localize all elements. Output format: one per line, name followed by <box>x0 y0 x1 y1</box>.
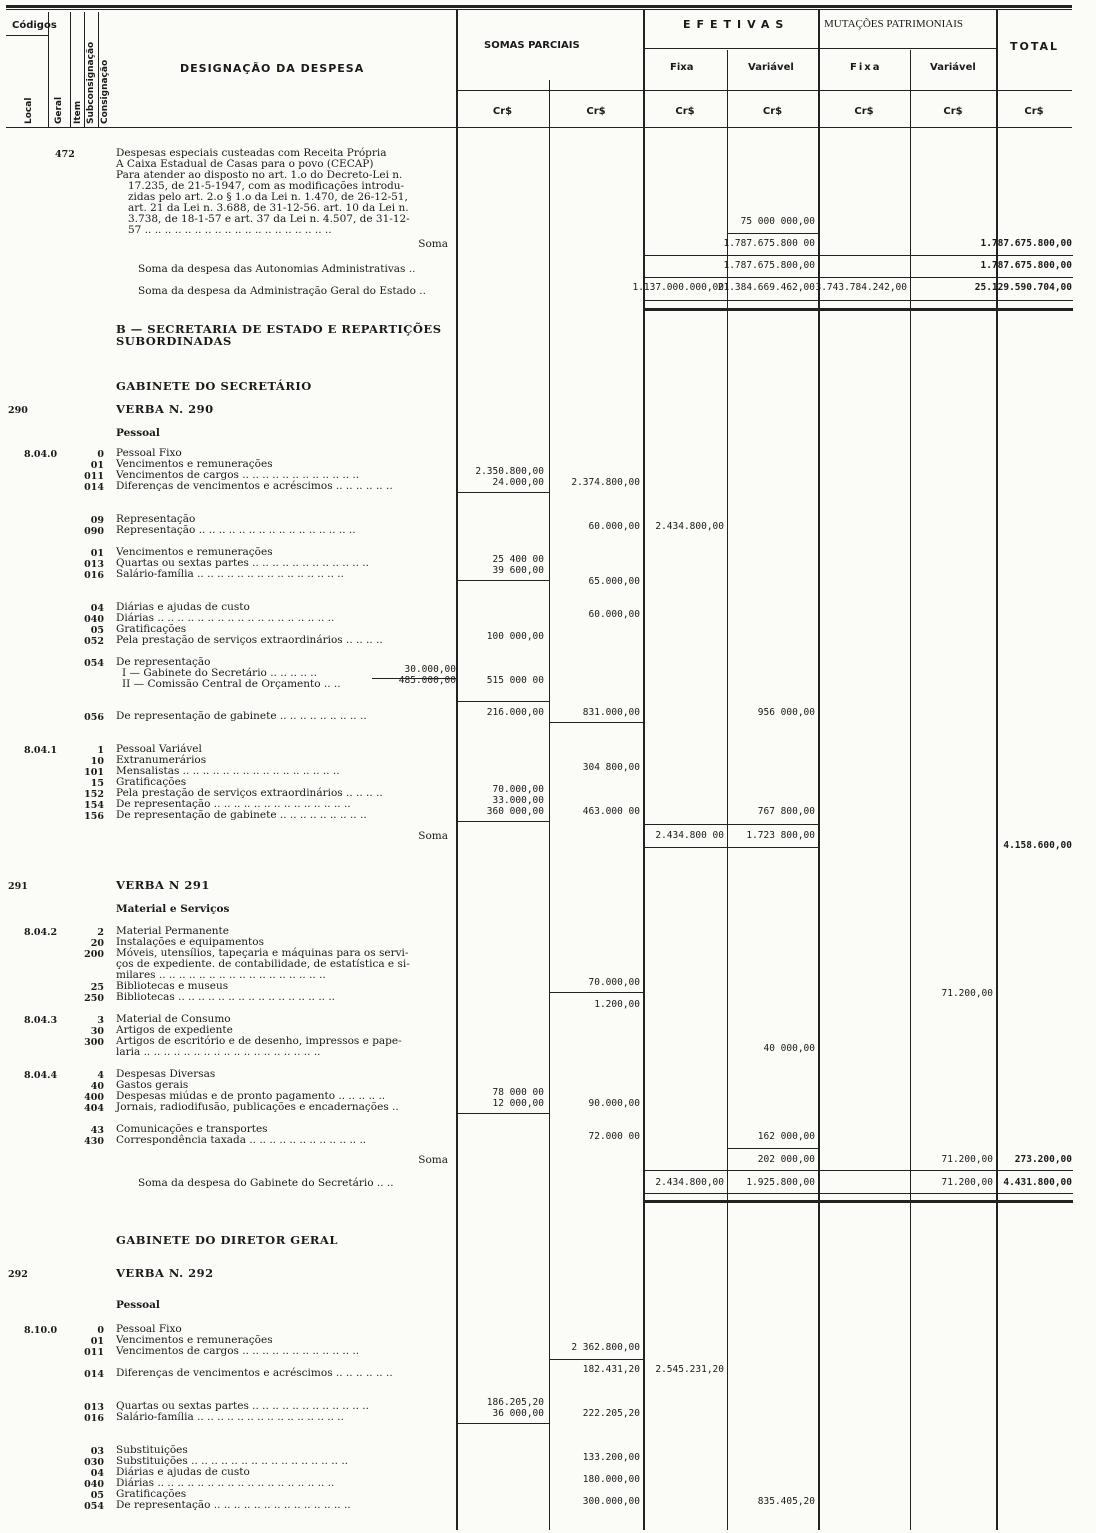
line-subcode: 30 <box>90 1026 104 1037</box>
line-text: Gratificações <box>116 776 187 788</box>
amount-value: 485.000,00 <box>398 675 456 686</box>
amount-value: 1.787.675.800,00 <box>980 260 1072 271</box>
line-subcode: 013 <box>84 559 104 570</box>
top-rule-2 <box>6 9 1072 10</box>
line-text: Vencimentos de cargos .. .. .. .. .. .. .. .. .. .. .. .. <box>116 469 360 481</box>
line-text: Vencimentos e remunerações <box>116 1334 273 1346</box>
line-text: Diárias e ajudas de custo <box>116 601 250 613</box>
amount-value: 36 000,00 <box>492 1408 544 1419</box>
amount-value: 25 400 00 <box>492 554 544 565</box>
amount-value: 182.431,20 <box>582 1364 640 1375</box>
subtotal-rule <box>643 300 1073 301</box>
line-code: 472 <box>55 149 75 160</box>
top-rule <box>6 5 1072 8</box>
line-subcode: 300 <box>84 1037 104 1048</box>
col-divider-mutacoes <box>818 10 820 1530</box>
line-text: Gratificações <box>116 623 187 635</box>
amount-value: 515 000 00 <box>486 675 544 686</box>
line-text: Diárias .. .. .. .. .. .. .. .. .. .. .. .. .. .. .. .. .. .. <box>116 1477 335 1489</box>
currency-label: Cr$ <box>943 106 963 117</box>
line-subcode: 4 <box>97 1070 104 1081</box>
line-subcode: 404 <box>84 1103 104 1114</box>
amount-value: 1.787.675.800,00 <box>980 238 1072 249</box>
amount-value: 273.200,00 <box>1014 1154 1072 1165</box>
line-text: Substituições .. .. .. .. .. .. .. .. .. .. .. .. .. .. .. .. <box>116 1455 348 1467</box>
amount-value: 12 000,00 <box>492 1098 544 1109</box>
line-subcode: 054 <box>84 1501 104 1512</box>
header-bottom-rule <box>6 127 1072 128</box>
amount-value: 3.743.784.242,00 <box>815 282 907 293</box>
col-divider-somas <box>456 10 458 1530</box>
line-subcode: 10 <box>90 756 104 767</box>
subtotal-rule <box>643 277 1073 278</box>
amount-value: 300.000,00 <box>582 1496 640 1507</box>
line-subcode: 016 <box>84 570 104 581</box>
line-text: De representação .. .. .. .. .. .. .. .. .. .. .. .. .. .. <box>116 1499 351 1511</box>
amount-value: 2.434.800,00 <box>655 521 724 532</box>
amount-value: 835.405,20 <box>757 1496 815 1507</box>
line-text: 17.235, de 21-5-1947, com as modificações introdu- <box>128 180 405 192</box>
line-subcode: 014 <box>84 1369 104 1380</box>
line-text: II — Comissão Central de Orçamento .. .. <box>122 678 341 690</box>
amount-value: 956 000,00 <box>757 707 815 718</box>
line-subcode: 05 <box>90 625 104 636</box>
line-text: Diárias e ajudas de custo <box>116 1466 250 1478</box>
line-text: Artigos de escritório e de desenho, impressos e pape- <box>116 1035 402 1047</box>
line-subcode: 011 <box>84 1347 104 1358</box>
col-divider-sp <box>549 80 550 1530</box>
line-subcode: 011 <box>84 471 104 482</box>
line-subcode: 01 <box>90 1336 104 1347</box>
line-text: Jornais, radiodifusão, publicações e encadernações .. <box>116 1101 399 1113</box>
section-heading: GABINETE DO SECRETÁRIO <box>116 379 312 393</box>
header-geral: Geral <box>54 96 64 124</box>
currency-label: Cr$ <box>675 106 695 117</box>
line-text: Comunicações e transportes <box>116 1123 268 1135</box>
amount-value: 33.000,00 <box>492 795 544 806</box>
amount-value: 2.374.800,00 <box>571 477 640 488</box>
header-somas-parciais: SOMAS PARCIAIS <box>484 40 580 51</box>
line-text: De representação de gabinete .. .. .. .. .. .. .. .. .. <box>116 809 367 821</box>
line-text: Soma da despesa das Autonomias Administrativas .. <box>138 263 416 275</box>
line-text: De representação .. .. .. .. .. .. .. .. .. .. .. .. .. .. <box>116 798 351 810</box>
line-subcode: 04 <box>90 603 104 614</box>
subtotal-rule <box>456 1423 549 1424</box>
line-text: Mensalistas .. .. .. .. .. .. .. .. .. .. .. .. .. .. .. .. <box>116 765 340 777</box>
line-text: Gastos gerais <box>116 1079 189 1091</box>
total-rule <box>643 308 1073 311</box>
line-subcode: 43 <box>90 1125 104 1136</box>
line-text: Vencimentos e remunerações <box>116 546 273 558</box>
amount-value: 71.200,00 <box>941 1154 993 1165</box>
line-text: De representação <box>116 656 211 668</box>
soma-label: Soma <box>418 1154 448 1166</box>
subtotal-rule <box>727 1148 818 1149</box>
line-subcode: 3 <box>97 1015 104 1026</box>
line-code: 8.04.3 <box>24 1015 58 1026</box>
line-subcode: 030 <box>84 1457 104 1468</box>
line-subcode: 05 <box>90 1490 104 1501</box>
amount-value: 72.000 00 <box>588 1131 640 1142</box>
line-text: Despesas especiais custeadas com Receita Própria <box>116 147 387 159</box>
amount-value: 70.000,00 <box>588 977 640 988</box>
line-subcode: 400 <box>84 1092 104 1103</box>
subtotal-rule <box>456 580 549 581</box>
soma-label: Soma <box>418 830 448 842</box>
line-subcode: 2 <box>97 927 104 938</box>
amount-value: 463.000 00 <box>582 806 640 817</box>
line-text: Substituições <box>116 1444 188 1456</box>
line-subcode: 01 <box>90 460 104 471</box>
line-text: Pessoal Variável <box>116 743 202 755</box>
amount-value: 2.434.800 00 <box>655 830 724 841</box>
header-mut-variavel: Variável <box>930 62 976 73</box>
line-text: Instalações e equipamentos <box>116 936 264 948</box>
line-text: Pela prestação de serviços extraordinários .. .. .. .. <box>116 787 383 799</box>
subtotal-rule <box>643 847 818 848</box>
line-subcode: 430 <box>84 1136 104 1147</box>
line-code: 290 <box>8 405 28 416</box>
line-text: Despesas miúdas e de pronto pagamento .. .. .. .. .. <box>116 1090 386 1102</box>
header-subconsignacao: Subconsignação <box>86 41 96 124</box>
line-text: I — Gabinete do Secretário .. .. .. .. .. <box>122 667 317 679</box>
header-total: TOTAL <box>1010 40 1060 53</box>
line-text: Representação <box>116 513 196 525</box>
subtotal-rule <box>549 992 643 993</box>
header-mutacoes: MUTAÇÕES PATRIMONIAIS <box>824 18 963 30</box>
line-text: laria .. .. .. .. .. .. .. .. .. .. .. .. .. .. .. .. .. .. <box>116 1046 321 1058</box>
line-text: Diferenças de vencimentos e acréscimos .. .. .. .. .. .. <box>116 1367 393 1379</box>
col-divider-fixa <box>727 50 728 1530</box>
header-codigos: Códigos <box>12 20 57 31</box>
amount-value: 1.200,00 <box>594 999 640 1010</box>
amount-value: 1.925.800,00 <box>746 1177 815 1188</box>
amount-value: 70.000,00 <box>492 784 544 795</box>
subtotal-rule <box>549 722 643 723</box>
subtotal-rule <box>643 1193 1073 1194</box>
line-text: Quartas ou sextas partes .. .. .. .. .. .. .. .. .. .. .. .. <box>116 557 369 569</box>
header-fixa: Fixa <box>670 62 694 73</box>
amount-value: 162 000,00 <box>757 1131 815 1142</box>
line-text: Representação .. .. .. .. .. .. .. .. .. .. .. .. .. .. .. .. <box>116 524 356 536</box>
line-text: Para atender ao disposto no art. 1.o do Decreto-Lei n. <box>116 169 403 181</box>
subtotal-rule <box>456 492 549 493</box>
line-text: Móveis, utensílios, tapeçaria e máquinas para os servi- <box>116 947 409 959</box>
subtotal-rule <box>727 233 818 234</box>
col-divider-mfixa <box>910 50 911 1530</box>
section-heading: VERBA N 291 <box>116 878 210 892</box>
line-text: Soma da despesa da Administração Geral do Estado .. <box>138 285 426 297</box>
amount-value: 71.200,00 <box>941 1177 993 1188</box>
line-subcode: 1 <box>97 745 104 756</box>
header-designacao: DESIGNAÇÃO DA DESPESA <box>180 62 365 75</box>
line-subcode: 090 <box>84 526 104 537</box>
line-code: 291 <box>8 881 28 892</box>
line-text: ços de expediente. de contabilidade, de estatística e si- <box>116 958 410 970</box>
line-text: milares .. .. .. .. .. .. .. .. .. .. .. .. .. .. .. .. .. <box>116 969 326 981</box>
amount-value: 25.129.590.704,00 <box>974 282 1072 293</box>
line-text: Salário-família .. .. .. .. .. .. .. .. .. .. .. .. .. .. .. <box>116 568 344 580</box>
amount-value: 2 362.800,00 <box>571 1342 640 1353</box>
line-text: Pessoal Fixo <box>116 447 182 459</box>
amount-value: 90.000,00 <box>588 1098 640 1109</box>
line-text: Material de Consumo <box>116 1013 231 1025</box>
amount-value: 60.000,00 <box>588 609 640 620</box>
amount-value: 831.000,00 <box>582 707 640 718</box>
line-text: Bibliotecas e museus <box>116 980 229 992</box>
currency-label: Cr$ <box>492 106 513 117</box>
line-code: 8.04.2 <box>24 927 58 938</box>
line-subcode: 101 <box>84 767 104 778</box>
amount-value: 360 000,00 <box>486 806 544 817</box>
header-variavel: Variável <box>748 62 794 73</box>
line-subcode: 040 <box>84 1479 104 1490</box>
line-subcode: 054 <box>84 658 104 669</box>
header-rule <box>456 90 1072 91</box>
amount-value: 2.545.231,20 <box>655 1364 724 1375</box>
line-subcode: 20 <box>90 938 104 949</box>
amount-value: 1.137.000.000,00 <box>632 282 724 293</box>
header-consignacao: Consignação <box>100 59 110 124</box>
subtotal-rule <box>643 824 818 825</box>
amount-value: 222.205,20 <box>582 1408 640 1419</box>
amount-value: 767 800,00 <box>757 806 815 817</box>
line-text: Despesas Diversas <box>116 1068 216 1080</box>
line-text: Vencimentos de cargos .. .. .. .. .. .. .. .. .. .. .. .. <box>116 1345 360 1357</box>
amount-value: 304 800,00 <box>582 762 640 773</box>
currency-label: Cr$ <box>762 106 783 117</box>
header-item: Item <box>73 100 83 124</box>
line-text: 57 .. .. .. .. .. .. .. .. .. .. .. .. .. .. .. .. .. .. .. <box>128 224 332 236</box>
line-subcode: 156 <box>84 811 104 822</box>
amount-value: 30.000,00 <box>404 664 456 675</box>
codigos-rule <box>6 35 48 36</box>
line-subcode: 152 <box>84 789 104 800</box>
header-local: Local <box>24 97 34 124</box>
section-heading: GABINETE DO DIRETOR GERAL <box>116 1233 338 1247</box>
amount-value: 24.000,00 <box>492 477 544 488</box>
amount-value: 2.350.800,00 <box>475 466 544 477</box>
line-code: 8.04.4 <box>24 1070 58 1081</box>
line-subcode: 056 <box>84 712 104 723</box>
section-heading: VERBA N. 290 <box>116 402 214 416</box>
amount-value: 1.787.675.800 00 <box>723 238 815 249</box>
col-divider <box>84 12 85 127</box>
amount-value: 71.200,00 <box>941 988 993 999</box>
line-text: Pessoal <box>116 1299 160 1311</box>
amount-value: 60.000,00 <box>588 521 640 532</box>
line-subcode: 01 <box>90 548 104 559</box>
subtotal-rule <box>456 1113 549 1114</box>
line-text: A Caixa Estadual de Casas para o povo (CECAP) <box>116 158 374 170</box>
subtotal-rule <box>643 1170 1073 1171</box>
line-code: 8.04.0 <box>24 449 58 460</box>
amount-value: 65.000,00 <box>588 576 640 587</box>
amount-value: 4.431.800,00 <box>1003 1177 1072 1188</box>
line-code: 292 <box>8 1269 28 1280</box>
line-subcode: 016 <box>84 1413 104 1424</box>
line-subcode: 40 <box>90 1081 104 1092</box>
line-text: Pessoal Fixo <box>116 1323 182 1335</box>
subtotal-rule <box>372 678 456 679</box>
line-subcode: 04 <box>90 1468 104 1479</box>
line-text: Vencimentos e remunerações <box>116 458 273 470</box>
amount-value: 133.200,00 <box>582 1452 640 1463</box>
line-text: zidas pelo art. 2.o § 1.o da Lei n. 1.470, de 26-12-51, <box>128 191 408 203</box>
line-text: art. 21 da Lei n. 3.688, de 31-12-56. art. 10 da Lei n. <box>128 202 409 214</box>
amount-value: 75 000 000,00 <box>740 216 815 227</box>
amount-value: 40 000,00 <box>763 1043 815 1054</box>
line-subcode: 013 <box>84 1402 104 1413</box>
subtotal-rule <box>549 1359 643 1360</box>
currency-label: Cr$ <box>854 106 874 117</box>
line-text: 3.738, de 18-1-57 e art. 37 da Lei n. 4.507, de 31-12- <box>128 213 410 225</box>
line-subcode: 09 <box>90 515 104 526</box>
line-text: Diferenças de vencimentos e acréscimos .. .. .. .. .. .. <box>116 480 393 492</box>
line-text: Quartas ou sextas partes .. .. .. .. .. .. .. .. .. .. .. .. <box>116 1400 369 1412</box>
col-divider <box>98 12 99 127</box>
line-subcode: 250 <box>84 993 104 1004</box>
line-text: Pessoal <box>116 427 160 439</box>
efetivas-rule <box>643 48 996 49</box>
amount-value: 1.723 800,00 <box>746 830 815 841</box>
amount-value: 2.434.800,00 <box>655 1177 724 1188</box>
line-text: Material e Serviços <box>116 903 230 915</box>
line-subcode: 03 <box>90 1446 104 1457</box>
line-text: Artigos de expediente <box>116 1024 233 1036</box>
line-text: Pela prestação de serviços extraordinários .. .. .. .. <box>116 634 383 646</box>
subtotal-rule <box>643 255 1073 256</box>
amount-value: 21.384.669.462,00 <box>717 282 815 293</box>
amount-value: 39 600,00 <box>492 565 544 576</box>
subtotal-rule <box>456 701 549 702</box>
line-subcode: 014 <box>84 482 104 493</box>
line-text: Correspondência taxada .. .. .. .. .. .. .. .. .. .. .. .. <box>116 1134 367 1146</box>
col-divider-efetivas <box>643 10 645 1530</box>
col-divider <box>70 12 71 127</box>
total-rule <box>643 1200 1073 1203</box>
line-code: 8.10.0 <box>24 1325 58 1336</box>
soma-label: Soma <box>418 238 448 250</box>
amount-value: 216.000,00 <box>486 707 544 718</box>
line-subcode: 25 <box>90 982 104 993</box>
amount-value: 78 000 00 <box>492 1087 544 1098</box>
line-subcode: 154 <box>84 800 104 811</box>
currency-label: Cr$ <box>586 106 606 117</box>
line-text: Extranumerários <box>116 754 207 766</box>
amount-value: 186.205,20 <box>486 1397 544 1408</box>
line-code: 8.04.1 <box>24 745 58 756</box>
header-mut-fixa: Fixa <box>850 62 882 73</box>
line-text: Salário-família .. .. .. .. .. .. .. .. .. .. .. .. .. .. .. <box>116 1411 344 1423</box>
amount-value: 100 000,00 <box>486 631 544 642</box>
line-text: Bibliotecas .. .. .. .. .. .. .. .. .. .. .. .. .. .. .. .. <box>116 991 336 1003</box>
line-text: Gratificações <box>116 1488 187 1500</box>
line-subcode: 200 <box>84 949 104 960</box>
currency-label: Cr$ <box>1024 106 1044 117</box>
line-subcode: 15 <box>90 778 104 789</box>
line-subcode: 0 <box>97 1325 104 1336</box>
section-heading: VERBA N. 292 <box>116 1266 214 1280</box>
section-heading: B — SECRETARIA DE ESTADO E REPARTIÇÕES <box>116 322 442 336</box>
line-subcode: 040 <box>84 614 104 625</box>
line-text: De representação de gabinete .. .. .. .. .. .. .. .. .. <box>116 710 367 722</box>
line-subcode: 052 <box>84 636 104 647</box>
amount-value: 1.787.675.800,00 <box>723 260 815 271</box>
amount-value: 202 000,00 <box>757 1154 815 1165</box>
section-heading: SUBORDINADAS <box>116 334 232 348</box>
amount-value: 180.000,00 <box>582 1474 640 1485</box>
subtotal-rule <box>456 821 549 822</box>
line-text: Diárias .. .. .. .. .. .. .. .. .. .. .. .. .. .. .. .. .. .. <box>116 612 335 624</box>
header-efetivas: EFETIVAS <box>683 18 790 31</box>
line-text: Material Permanente <box>116 925 229 937</box>
line-subcode: 0 <box>97 449 104 460</box>
line-text: Soma da despesa do Gabinete do Secretário .. .. <box>138 1177 394 1189</box>
amount-value: 4.158.600,00 <box>1003 840 1072 851</box>
